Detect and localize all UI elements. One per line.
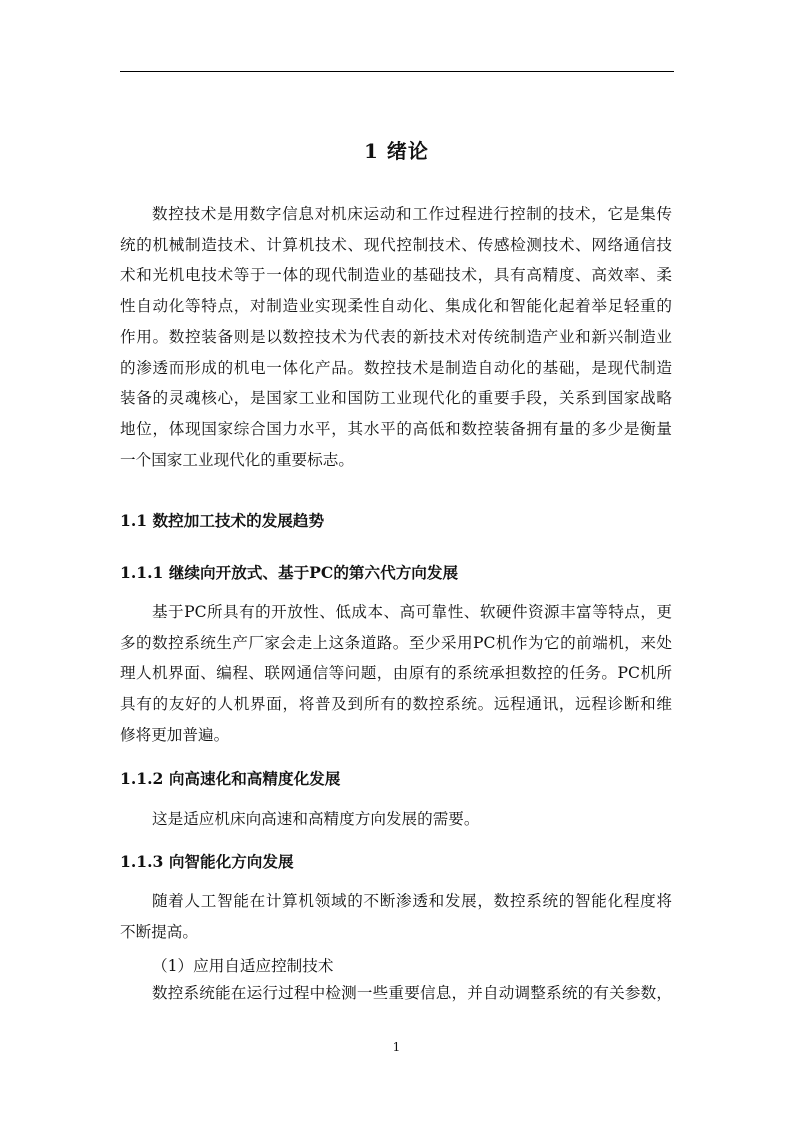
paragraph-line: 装备的灵魂核心，是国家工业和国防工业现代化的重要手段，关系到国家战略	[120, 389, 672, 408]
paragraph-line: 的渗透而形成的机电一体化产品。数控技术是制造自动化的基础，是现代制造	[120, 358, 672, 377]
header-rule	[120, 71, 674, 72]
paragraph-line: 基于PC所具有的开放性、低成本、高可靠性、软硬件资源丰富等特点，更	[152, 603, 672, 621]
paragraph-line: 具有的友好的人机界面，将普及到所有的数控系统。远程通讯，远程诊断和维	[120, 695, 672, 714]
list-item-1-paragraph	[120, 978, 672, 1009]
paragraph-line: 理人机界面、编程、联网通信等问题，由原有的系统承担数控的任务。PC机所	[120, 664, 672, 683]
list-item-1: （1）应用自适应控制技术	[152, 957, 334, 975]
section-heading-1-1-1: 1.1.1 继续向开放式、基于PC的第六代方向发展	[120, 563, 459, 582]
paragraph-line: 统的机械制造技术、计算机技术、现代控制技术、传感检测技术、网络通信技	[120, 235, 672, 254]
paragraph-line: 随着人工智能在计算机领域的不断渗透和发展，数控系统的智能化程度将	[152, 892, 672, 910]
paragraph-line: 地位，体现国家综合国力水平，其水平的高低和数控装备拥有量的多少是衡量	[120, 419, 672, 438]
paragraph-line: 这是适应机床向高速和高精度方向发展的需要。	[152, 810, 480, 828]
section-heading-1-1: 1.1 数控加工技术的发展趋势	[120, 511, 325, 530]
paragraph-line: 不断提高。	[120, 922, 198, 941]
intro-paragraph	[120, 199, 672, 475]
section-1-1-1-paragraph	[120, 597, 672, 751]
paragraph-line: 多的数控系统生产厂家会走上这条道路。至少采用PC机作为它的前端机，来处	[120, 633, 672, 652]
paragraph-line: 性自动化等特点，对制造业实现柔性自动化、集成化和智能化起着举足轻重的	[120, 297, 672, 316]
chapter-title: 1 绪论	[364, 139, 429, 163]
paragraph-line: 数控技术是用数字信息对机床运动和工作过程进行控制的技术，它是集传	[152, 205, 672, 223]
page-number: 1	[392, 1040, 401, 1054]
paragraph-line: 作用。数控装备则是以数控技术为代表的新技术对传统制造产业和新兴制造业	[120, 327, 672, 346]
section-heading-1-1-2: 1.1.2 向高速化和高精度化发展	[120, 769, 341, 788]
section-heading-1-1-3: 1.1.3 向智能化方向发展	[120, 852, 294, 871]
paragraph-line: 数控系统能在运行过程中检测一些重要信息，并自动调整系统的有关参数，	[152, 984, 672, 1002]
paragraph-line: 术和光机电技术等于一体的现代制造业的基础技术，具有高精度、高效率、柔	[120, 266, 672, 285]
paragraph-line: 一个国家工业现代化的重要标志。	[120, 450, 354, 469]
paragraph-line: 修将更加普遍。	[120, 725, 230, 744]
section-1-1-2-paragraph	[120, 804, 672, 835]
section-1-1-3-paragraph	[120, 886, 672, 947]
